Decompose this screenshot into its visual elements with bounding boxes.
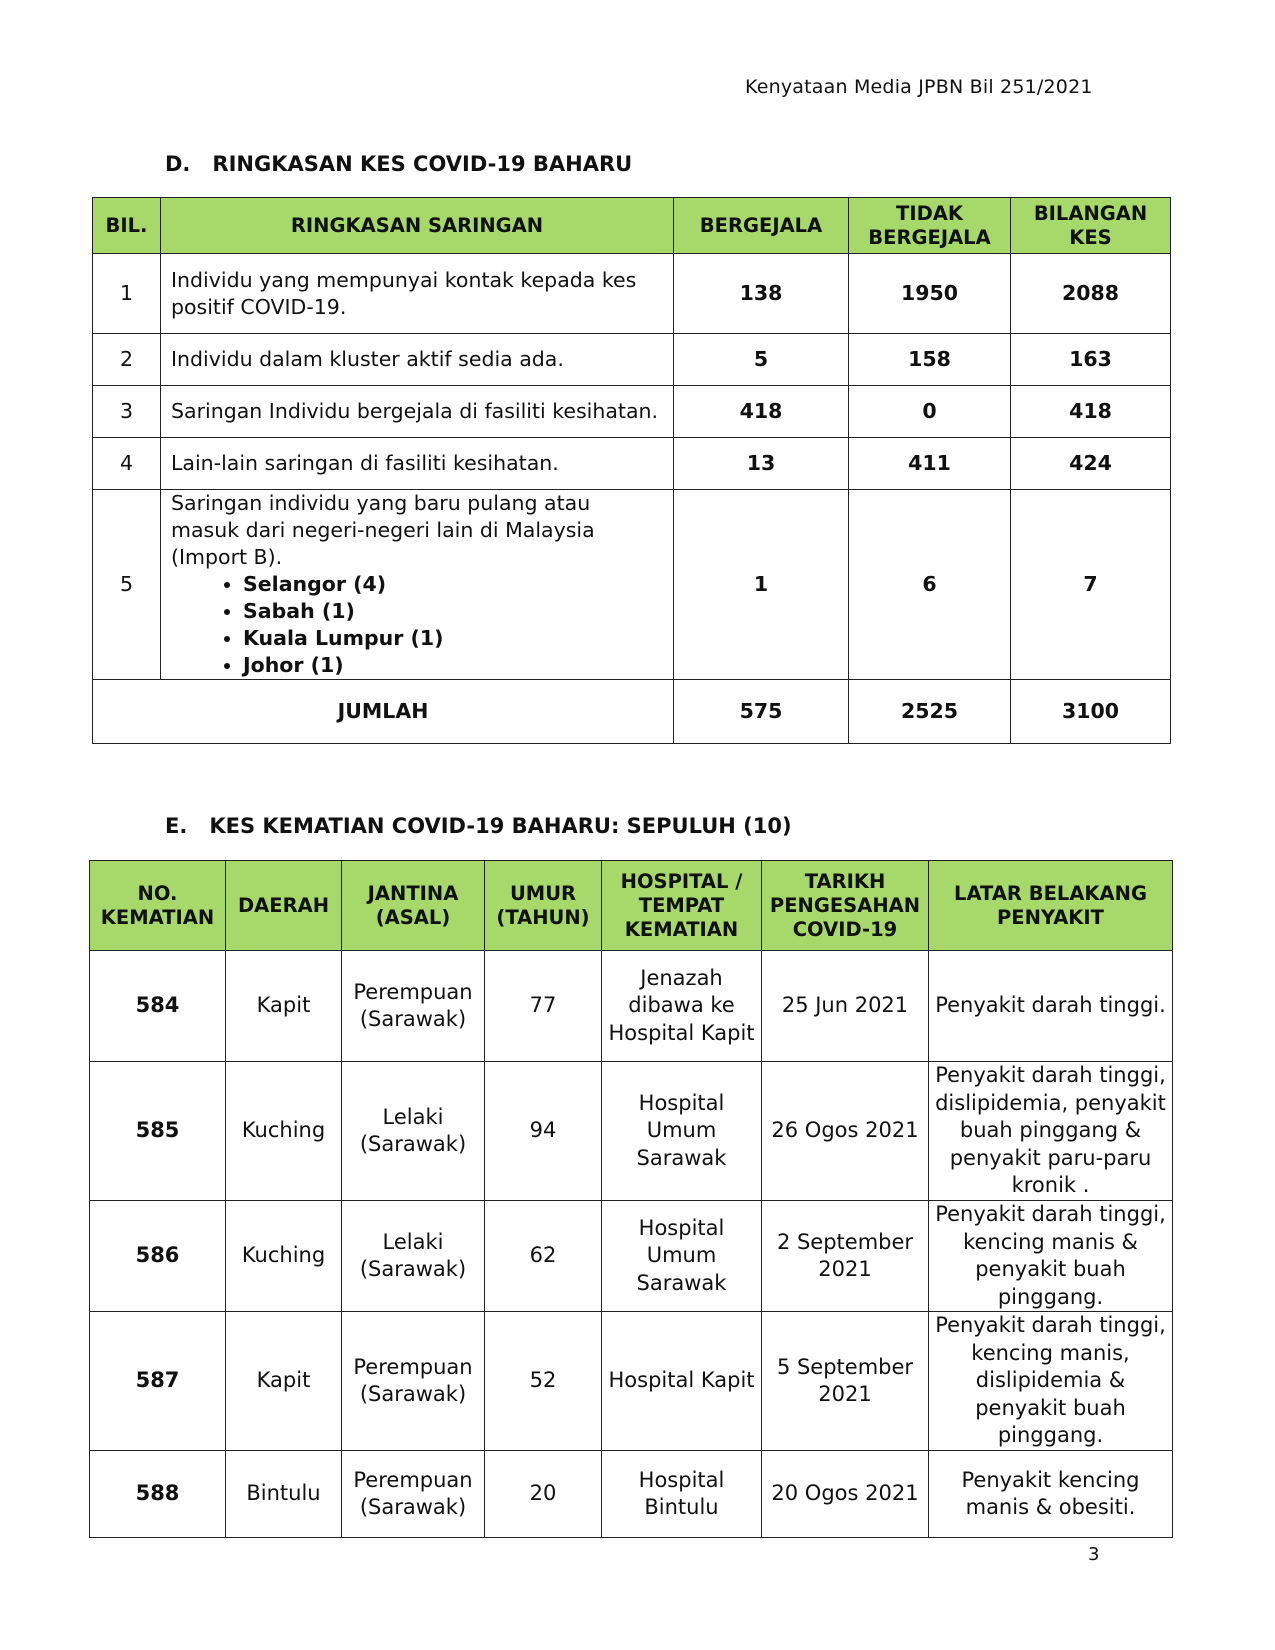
section-d-letter: D. bbox=[165, 152, 191, 176]
row-umur: 62 bbox=[485, 1201, 602, 1312]
row-daerah: Kapit bbox=[226, 951, 342, 1062]
row-latar-belakang: Penyakit darah tinggi, dislipidemia, penyakit buah pinggang & penyakit paru-paru kronik . bbox=[929, 1062, 1173, 1201]
row-jantina: Lelaki (Sarawak) bbox=[342, 1201, 485, 1312]
row-hospital: Hospital Umum Sarawak bbox=[602, 1062, 762, 1201]
table-row bbox=[90, 1062, 1173, 1201]
section-d-heading: RINGKASAN KES COVID-19 BAHARU bbox=[212, 152, 633, 176]
column-header-ringkasan: RINGKASAN SARINGAN bbox=[161, 198, 674, 254]
total-bilangan-kes: 3100 bbox=[1011, 680, 1171, 744]
table-row bbox=[93, 490, 1171, 680]
table-row bbox=[90, 1312, 1173, 1451]
row-no-kematian: 585 bbox=[90, 1062, 226, 1201]
row-tidak-bergejala: 158 bbox=[849, 334, 1011, 386]
row-description: Saringan Individu bergejala di fasiliti kesihatan. bbox=[161, 386, 674, 438]
row-jantina: Perempuan (Sarawak) bbox=[342, 1312, 485, 1451]
row-latar-belakang: Penyakit kencing manis & obesiti. bbox=[929, 1451, 1173, 1538]
section-e-heading: KES KEMATIAN COVID-19 BAHARU: SEPULUH (10) bbox=[209, 814, 792, 838]
total-row bbox=[93, 680, 1171, 744]
row-hospital: Hospital Umum Sarawak bbox=[602, 1201, 762, 1312]
column-header-bilangan-kes: BILANGAN KES bbox=[1011, 198, 1171, 254]
row-bilangan-kes: 7 bbox=[1011, 490, 1171, 680]
list-item: • Kuala Lumpur (1) bbox=[243, 625, 663, 652]
row-daerah: Bintulu bbox=[226, 1451, 342, 1538]
table-row bbox=[90, 1201, 1173, 1312]
row-tidak-bergejala: 6 bbox=[849, 490, 1011, 680]
total-tidak-bergejala: 2525 bbox=[849, 680, 1011, 744]
column-header-tarikh: TARIKH PENGESAHAN COVID-19 bbox=[762, 861, 929, 951]
list-item: • Sabah (1) bbox=[243, 598, 663, 625]
table-header-row bbox=[93, 198, 1171, 254]
row-tarikh: 5 September 2021 bbox=[762, 1312, 929, 1451]
row-daerah: Kapit bbox=[226, 1312, 342, 1451]
row-description: Individu dalam kluster aktif sedia ada. bbox=[161, 334, 674, 386]
row-bil: 3 bbox=[93, 386, 161, 438]
row-bergejala: 5 bbox=[674, 334, 849, 386]
row-description: Saringan individu yang baru pulang atau masuk dari negeri-negeri lain di Malaysia (Import B). bbox=[171, 491, 595, 569]
row-bil: 5 bbox=[93, 490, 161, 680]
section-d-title bbox=[165, 152, 632, 176]
row-no-kematian: 586 bbox=[90, 1201, 226, 1312]
column-header-bil: BIL. bbox=[93, 198, 161, 254]
column-header-bergejala: BERGEJALA bbox=[674, 198, 849, 254]
state-list bbox=[171, 571, 663, 679]
case-summary-table bbox=[92, 197, 1171, 744]
column-header-umur: UMUR (TAHUN) bbox=[485, 861, 602, 951]
row-bilangan-kes: 418 bbox=[1011, 386, 1171, 438]
row-bergejala: 13 bbox=[674, 438, 849, 490]
row-bilangan-kes: 424 bbox=[1011, 438, 1171, 490]
total-label: JUMLAH bbox=[93, 680, 674, 744]
table-row bbox=[93, 386, 1171, 438]
row-latar-belakang: Penyakit darah tinggi, kencing manis & penyakit buah pinggang. bbox=[929, 1201, 1173, 1312]
table-row bbox=[93, 254, 1171, 334]
row-tarikh: 25 Jun 2021 bbox=[762, 951, 929, 1062]
row-no-kematian: 584 bbox=[90, 951, 226, 1062]
list-item: • Johor (1) bbox=[243, 652, 663, 679]
row-umur: 94 bbox=[485, 1062, 602, 1201]
row-bergejala: 1 bbox=[674, 490, 849, 680]
row-jantina: Lelaki (Sarawak) bbox=[342, 1062, 485, 1201]
row-description: Lain-lain saringan di fasiliti kesihatan. bbox=[161, 438, 674, 490]
column-header-latar-belakang: LATAR BELAKANG PENYAKIT bbox=[929, 861, 1173, 951]
row-jantina: Perempuan (Sarawak) bbox=[342, 951, 485, 1062]
row-bilangan-kes: 2088 bbox=[1011, 254, 1171, 334]
row-bil: 4 bbox=[93, 438, 161, 490]
row-tidak-bergejala: 0 bbox=[849, 386, 1011, 438]
table-row bbox=[90, 951, 1173, 1062]
column-header-hospital: HOSPITAL / TEMPAT KEMATIAN bbox=[602, 861, 762, 951]
row-no-kematian: 588 bbox=[90, 1451, 226, 1538]
list-item: • Selangor (4) bbox=[243, 571, 663, 598]
row-umur: 52 bbox=[485, 1312, 602, 1451]
row-tidak-bergejala: 1950 bbox=[849, 254, 1011, 334]
document-reference: Kenyataan Media JPBN Bil 251/2021 bbox=[745, 76, 1093, 98]
column-header-tidak-bergejala: TIDAK BERGEJALA bbox=[849, 198, 1011, 254]
row-description: Individu yang mempunyai kontak kepada kes positif COVID-19. bbox=[161, 254, 674, 334]
row-bil: 1 bbox=[93, 254, 161, 334]
row-latar-belakang: Penyakit darah tinggi, kencing manis, dislipidemia & penyakit buah pinggang. bbox=[929, 1312, 1173, 1451]
row-bilangan-kes: 163 bbox=[1011, 334, 1171, 386]
row-bergejala: 418 bbox=[674, 386, 849, 438]
row-description-cell bbox=[161, 490, 674, 680]
row-tarikh: 20 Ogos 2021 bbox=[762, 1451, 929, 1538]
table-row bbox=[93, 438, 1171, 490]
death-cases-table bbox=[89, 860, 1173, 1538]
table-header-row bbox=[90, 861, 1173, 951]
section-e-letter: E. bbox=[165, 814, 188, 838]
row-no-kematian: 587 bbox=[90, 1312, 226, 1451]
row-umur: 77 bbox=[485, 951, 602, 1062]
table-row bbox=[93, 334, 1171, 386]
row-hospital: Hospital Bintulu bbox=[602, 1451, 762, 1538]
row-jantina: Perempuan (Sarawak) bbox=[342, 1451, 485, 1538]
column-header-jantina: JANTINA (ASAL) bbox=[342, 861, 485, 951]
row-daerah: Kuching bbox=[226, 1201, 342, 1312]
section-e-title bbox=[165, 814, 792, 838]
row-daerah: Kuching bbox=[226, 1062, 342, 1201]
row-tarikh: 2 September 2021 bbox=[762, 1201, 929, 1312]
row-hospital: Jenazah dibawa ke Hospital Kapit bbox=[602, 951, 762, 1062]
row-tarikh: 26 Ogos 2021 bbox=[762, 1062, 929, 1201]
row-bil: 2 bbox=[93, 334, 161, 386]
table-row bbox=[90, 1451, 1173, 1538]
row-tidak-bergejala: 411 bbox=[849, 438, 1011, 490]
row-umur: 20 bbox=[485, 1451, 602, 1538]
column-header-no-kematian: NO. KEMATIAN bbox=[90, 861, 226, 951]
page-number: 3 bbox=[1088, 1544, 1100, 1565]
total-bergejala: 575 bbox=[674, 680, 849, 744]
row-bergejala: 138 bbox=[674, 254, 849, 334]
row-latar-belakang: Penyakit darah tinggi. bbox=[929, 951, 1173, 1062]
row-hospital: Hospital Kapit bbox=[602, 1312, 762, 1451]
column-header-daerah: DAERAH bbox=[226, 861, 342, 951]
